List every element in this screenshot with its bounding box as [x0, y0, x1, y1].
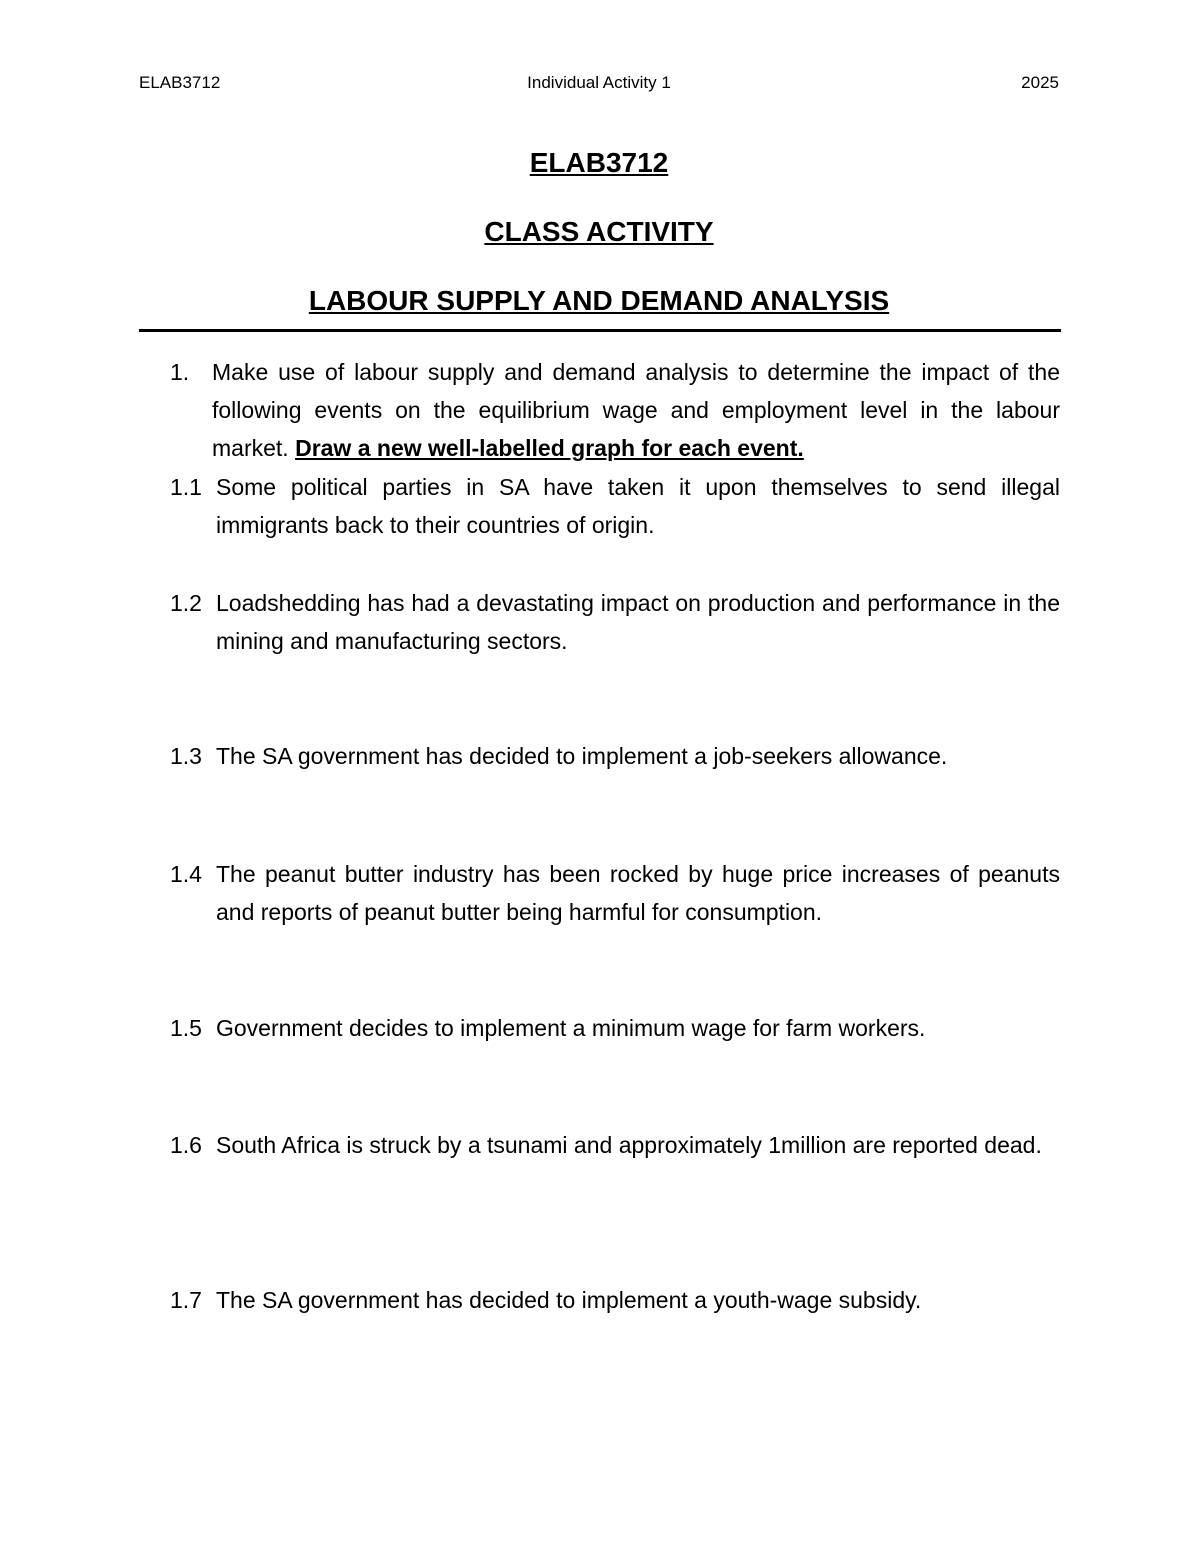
event-text: Loadshedding has had a devastating impact on production and performance in the mining and manufacturing sectors. — [216, 590, 1060, 654]
title-course-code: ELAB3712 — [529, 147, 669, 178]
event-number: 1.1 — [170, 474, 202, 500]
question-number: 1. — [170, 359, 190, 385]
header-activity-name: Individual Activity 1 — [527, 73, 671, 92]
event-text: The SA government has decided to implement a youth-wage subsidy. — [216, 1287, 922, 1313]
title-activity: CLASS ACTIVITY — [484, 216, 714, 247]
event-number: 1.2 — [170, 590, 202, 616]
event-number: 1.6 — [170, 1132, 202, 1158]
event-item — [170, 1126, 1060, 1164]
event-text: Government decides to implement a minimum wage for farm workers. — [216, 1015, 926, 1041]
event-number: 1.4 — [170, 861, 202, 887]
event-text: The peanut butter industry has been rocked by huge price increases of peanuts and reports of peanut butter being harmful for consumption. — [216, 861, 1060, 925]
header-course-code: ELAB3712 — [139, 73, 221, 92]
event-item — [170, 1009, 1060, 1047]
question-instruction: Draw a new well-labelled graph for each event. — [295, 435, 804, 461]
question-1 — [170, 353, 1060, 467]
event-item — [170, 855, 1060, 931]
event-text: Some political parties in SA have taken it upon themselves to send illegal immigrants back to their countries of origin. — [216, 474, 1060, 538]
title-divider — [139, 329, 1061, 332]
title-topic: LABOUR SUPPLY AND DEMAND ANALYSIS — [308, 285, 890, 316]
event-number: 1.3 — [170, 743, 202, 769]
header-year: 2025 — [1021, 73, 1059, 92]
event-text: The SA government has decided to implement a job-seekers allowance. — [216, 743, 948, 769]
question-text-block — [212, 353, 1060, 467]
question-text: Make use of labour supply and demand analysis to determine the impact of the following events on the equilibrium wage and employment level in the labour market. — [212, 359, 1060, 461]
event-item — [170, 584, 1060, 660]
event-item — [170, 468, 1060, 544]
event-item — [170, 1281, 1060, 1319]
event-number: 1.5 — [170, 1015, 202, 1041]
page-header — [139, 73, 1059, 97]
event-text: South Africa is struck by a tsunami and approximately 1million are reported dead. — [216, 1132, 1042, 1158]
event-number: 1.7 — [170, 1287, 202, 1313]
event-item — [170, 737, 1060, 775]
